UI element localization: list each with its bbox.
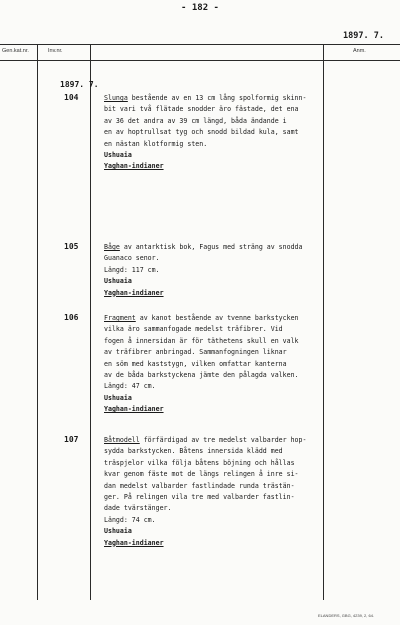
description-line: kvar genom fäste mot de längs relingen å inre si- bbox=[104, 470, 299, 479]
description-line: av 36 det andra av 39 cm längd, båda ändande i bbox=[104, 116, 287, 125]
column-header-gen-kat-nr: Gen.kat.nr. bbox=[2, 48, 29, 54]
description-line: Längd: 117 cm. bbox=[104, 265, 160, 274]
description-text: bestående av en 13 cm lång spolformig skinn- bbox=[127, 94, 307, 102]
column-header-anm: Anm. bbox=[353, 48, 366, 54]
description-text: av antarktisk bok, Fagus med sträng av snodda bbox=[119, 243, 303, 251]
header-rule-bottom bbox=[0, 60, 400, 61]
block-year: 1897. 7. bbox=[60, 80, 99, 89]
description-line: av de båda barkstyckena jämte den pålagda valken. bbox=[104, 371, 299, 380]
page-number: - 182 - bbox=[181, 3, 219, 13]
description-line: bit vari två flätade snodder äro fästade, det ena bbox=[104, 105, 299, 114]
entry-description bbox=[104, 242, 334, 299]
description-text: förfärdigad av tre medelst valbarder hop- bbox=[139, 436, 307, 444]
entry-description bbox=[104, 435, 334, 549]
ethnic-group-line bbox=[104, 161, 334, 172]
ethnic-group: Yaghan-indianer bbox=[104, 288, 164, 297]
inventory-number: 107 bbox=[64, 435, 79, 444]
description-line: sydda barkstycken. Båtens innersida klädd med bbox=[104, 447, 283, 456]
place-of-origin: Ushuaia bbox=[104, 527, 132, 536]
description-line: en nästan klotformig sten. bbox=[104, 139, 208, 148]
description-line: fogen å innersidan är för täthetens skull en valk bbox=[104, 336, 299, 345]
description-line: Längd: 74 cm. bbox=[104, 515, 156, 524]
column-divider-gen bbox=[37, 44, 38, 600]
ethnic-group-line bbox=[104, 538, 334, 549]
place-of-origin: Ushuaia bbox=[104, 151, 132, 160]
description-line: Guanaco senor. bbox=[104, 254, 160, 263]
description-line: av träfibrer anbringad. Sammanfogningen liknar bbox=[104, 348, 287, 357]
column-divider-inv bbox=[90, 44, 91, 600]
inventory-number: 105 bbox=[64, 242, 79, 251]
inventory-number: 104 bbox=[64, 93, 79, 102]
column-header-inv-nr: Inv.nr. bbox=[48, 48, 63, 54]
ethnic-group-line bbox=[104, 288, 334, 299]
description-line: dade tvärstänger. bbox=[104, 504, 172, 513]
description-line: ger. På relingen vila tre med valbarder fastlin- bbox=[104, 493, 295, 502]
object-name: Båge bbox=[104, 243, 120, 251]
ethnic-group: Yaghan-indianer bbox=[104, 162, 164, 171]
printer-imprint: ELANDERS, GBG, 4239, 2, 64. bbox=[318, 613, 375, 618]
description-text: av kanot bestående av tvenne barkstycken bbox=[135, 314, 299, 322]
description-line bbox=[104, 242, 334, 253]
description-line: en söm med kaststygn, vilken omfattar kanterna bbox=[104, 359, 287, 368]
description-line bbox=[104, 313, 334, 324]
ethnic-group: Yaghan-indianer bbox=[104, 405, 164, 414]
description-line: träspjelor vilka följa båtens böjning och hållas bbox=[104, 458, 295, 467]
header-rule-top bbox=[0, 44, 400, 45]
ethnic-group: Yaghan-indianer bbox=[104, 538, 164, 547]
description-line: en av hoptrullsat tyg och snodd bildad kula, samt bbox=[104, 128, 299, 137]
description-line bbox=[104, 435, 334, 446]
place-of-origin: Ushuaia bbox=[104, 393, 132, 402]
object-name: Båtmodell bbox=[104, 436, 140, 444]
description-line: dan medelst valbarder fastlindade runda trästän- bbox=[104, 481, 295, 490]
description-line: vilka äro sammanfogade medelst träfibrer. Vid bbox=[104, 325, 283, 334]
header-year: 1897. 7. bbox=[343, 31, 384, 41]
object-name: Fragment bbox=[104, 314, 136, 322]
entry-description bbox=[104, 313, 334, 416]
place-of-origin: Ushuaia bbox=[104, 277, 132, 286]
description-line bbox=[104, 93, 334, 104]
inventory-number: 106 bbox=[64, 313, 79, 322]
entry-description bbox=[104, 93, 334, 173]
object-name: Slunga bbox=[104, 94, 128, 102]
ethnic-group-line bbox=[104, 404, 334, 415]
description-line: Längd: 47 cm. bbox=[104, 382, 156, 391]
